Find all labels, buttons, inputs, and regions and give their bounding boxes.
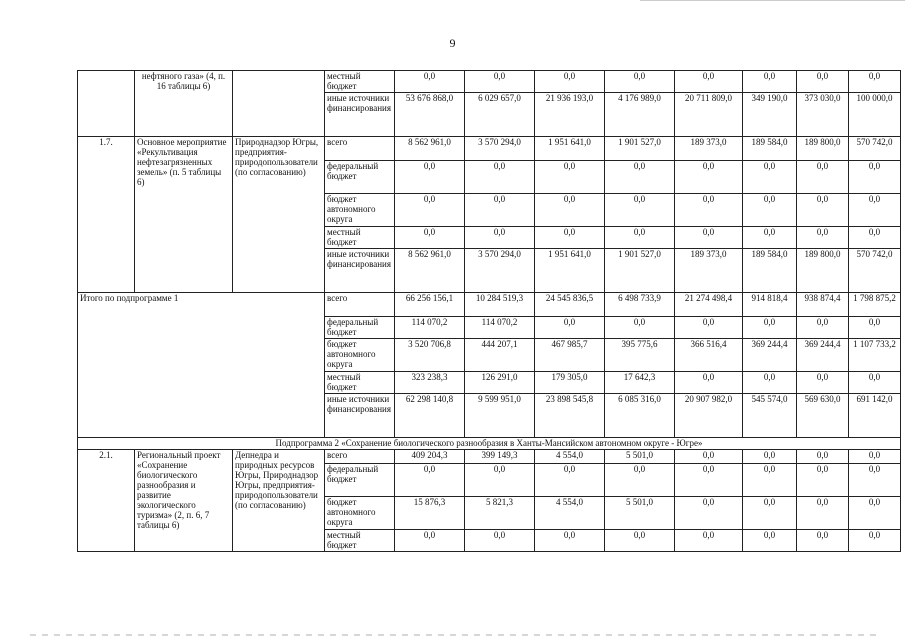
amount-cell: 369 244,4 [743,339,797,372]
amount-cell: 0,0 [675,450,743,464]
amount-cell: 0,0 [797,450,849,464]
funding-source-cell: местный бюджет [325,71,395,93]
amount-cell: 0,0 [849,450,901,464]
amount-cell: 0,0 [675,71,743,93]
amount-cell: 0,0 [535,71,605,93]
amount-cell: 1 951 641,0 [535,137,605,161]
amount-cell: 24 545 836,5 [535,293,605,317]
amount-cell: 0,0 [535,530,605,552]
amount-cell: 5 501,0 [605,497,675,530]
executor-cell: Депнедра и природных ресурсов Югры, Природнадзор Югры, предприятия-природопользователи (по согласованию) [233,450,325,552]
amount-cell: 20 907 982,0 [675,394,743,438]
amount-cell: 0,0 [743,71,797,93]
amount-cell: 444 207,1 [465,339,535,372]
amount-cell: 62 298 140,8 [395,394,465,438]
amount-cell: 1 107 733,2 [849,339,901,372]
amount-cell: 0,0 [675,161,743,194]
amount-cell: 0,0 [535,317,605,339]
amount-cell: 914 818,4 [743,293,797,317]
amount-cell: 0,0 [743,227,797,249]
funding-source-cell: всего [325,450,395,464]
amount-cell: 9 599 951,0 [465,394,535,438]
amount-cell: 1 901 527,0 [605,137,675,161]
amount-cell: 1 798 875,2 [849,293,901,317]
amount-cell: 0,0 [675,317,743,339]
amount-cell: 100 000,0 [849,93,901,137]
table-row [78,137,901,161]
amount-cell: 189 584,0 [743,249,797,293]
amount-cell: 0,0 [535,227,605,249]
amount-cell: 570 742,0 [849,137,901,161]
amount-cell: 399 149,3 [465,450,535,464]
amount-cell: 179 305,0 [535,372,605,394]
amount-cell: 0,0 [465,194,535,227]
amount-cell: 0,0 [465,464,535,497]
amount-cell: 569 630,0 [797,394,849,438]
amount-cell: 17 642,3 [605,372,675,394]
funding-source-cell: федеральный бюджет [325,464,395,497]
amount-cell: 0,0 [849,194,901,227]
amount-cell: 23 898 545,8 [535,394,605,438]
executor-cell: Природнадзор Югры, предприятия-природопользователи (по согласованию) [233,137,325,293]
amount-cell: 6 498 733,9 [605,293,675,317]
amount-cell: 6 029 657,0 [465,93,535,137]
amount-cell: 189 373,0 [675,137,743,161]
funding-source-cell: бюджет автономного округа [325,339,395,372]
amount-cell: 0,0 [743,317,797,339]
amount-cell: 0,0 [605,71,675,93]
amount-cell: 0,0 [605,530,675,552]
scan-edge-top [640,0,905,1]
subprogram-title-cell: Подпрограмма 2 «Сохранение биологического разнообразия в Ханты-Мансийском автономном округе - Югре» [78,438,901,450]
item-name-cell: нефтяного газа» (4, п. 16 таблицы 6) [135,71,233,137]
funding-source-cell: иные источники финансирования [325,394,395,438]
amount-cell: 6 085 316,0 [605,394,675,438]
amount-cell: 0,0 [849,161,901,194]
amount-cell: 0,0 [743,497,797,530]
funding-source-cell: местный бюджет [325,227,395,249]
amount-cell: 0,0 [849,464,901,497]
table-row [78,293,901,317]
amount-cell: 0,0 [675,497,743,530]
amount-cell: 53 676 868,0 [395,93,465,137]
amount-cell: 0,0 [675,464,743,497]
amount-cell: 0,0 [535,464,605,497]
amount-cell: 0,0 [743,372,797,394]
item-name-cell: Региональный проект «Сохранение биологического разнообразия и развитие экологического туризма» (2, п. 6, 7 таблицы 6) [135,450,233,552]
funding-source-cell: федеральный бюджет [325,161,395,194]
amount-cell: 1 951 641,0 [535,249,605,293]
amount-cell: 0,0 [743,530,797,552]
funding-source-cell: всего [325,137,395,161]
amount-cell: 0,0 [797,372,849,394]
amount-cell: 189 373,0 [675,249,743,293]
amount-cell: 4 554,0 [535,497,605,530]
amount-cell: 10 284 519,3 [465,293,535,317]
amount-cell: 0,0 [535,161,605,194]
amount-cell: 5 821,3 [465,497,535,530]
funding-source-cell: всего [325,293,395,317]
amount-cell: 0,0 [849,317,901,339]
amount-cell: 0,0 [675,194,743,227]
amount-cell: 0,0 [743,464,797,497]
amount-cell: 0,0 [849,530,901,552]
amount-cell: 0,0 [797,71,849,93]
amount-cell: 0,0 [395,530,465,552]
amount-cell: 114 070,2 [465,317,535,339]
amount-cell: 0,0 [797,530,849,552]
amount-cell: 126 291,0 [465,372,535,394]
amount-cell: 66 256 156,1 [395,293,465,317]
amount-cell: 0,0 [849,71,901,93]
subprogram-header-row [78,438,901,450]
amount-cell: 0,0 [675,372,743,394]
amount-cell: 467 985,7 [535,339,605,372]
amount-cell: 0,0 [605,317,675,339]
item-number-cell: 1.7. [78,137,135,293]
amount-cell: 0,0 [535,194,605,227]
amount-cell: 0,0 [395,194,465,227]
amount-cell: 0,0 [465,530,535,552]
amount-cell: 0,0 [797,161,849,194]
amount-cell: 4 176 989,0 [605,93,675,137]
amount-cell: 691 142,0 [849,394,901,438]
amount-cell: 3 570 294,0 [465,137,535,161]
amount-cell: 189 584,0 [743,137,797,161]
amount-cell: 0,0 [605,194,675,227]
table-row [78,71,901,93]
funding-source-cell: местный бюджет [325,530,395,552]
amount-cell: 0,0 [849,372,901,394]
amount-cell: 0,0 [743,161,797,194]
amount-cell: 189 800,0 [797,137,849,161]
amount-cell: 369 244,4 [797,339,849,372]
amount-cell: 395 775,6 [605,339,675,372]
amount-cell: 8 562 961,0 [395,137,465,161]
amount-cell: 20 711 809,0 [675,93,743,137]
amount-cell: 3 520 706,8 [395,339,465,372]
amount-cell: 0,0 [395,71,465,93]
funding-source-cell: иные источники финансирования [325,249,395,293]
amount-cell: 0,0 [797,464,849,497]
funding-source-cell: федеральный бюджет [325,317,395,339]
amount-cell: 0,0 [395,464,465,497]
item-name-cell: Основное мероприятие «Рекультивация нефтезагрязненных земель» (п. 5 таблицы 6) [135,137,233,293]
amount-cell: 0,0 [743,194,797,227]
amount-cell: 1 901 527,0 [605,249,675,293]
funding-source-cell: бюджет автономного округа [325,497,395,530]
amount-cell: 0,0 [465,161,535,194]
scan-edge-bottom [30,634,880,636]
amount-cell: 373 030,0 [797,93,849,137]
amount-cell: 21 936 193,0 [535,93,605,137]
amount-cell: 15 876,3 [395,497,465,530]
amount-cell: 0,0 [605,227,675,249]
amount-cell: 0,0 [675,227,743,249]
funding-source-cell: местный бюджет [325,372,395,394]
item-number-cell: 2.1. [78,450,135,552]
amount-cell: 0,0 [797,497,849,530]
amount-cell: 0,0 [849,497,901,530]
item-number-cell [78,71,135,137]
amount-cell: 0,0 [465,71,535,93]
funding-source-cell: иные источники финансирования [325,93,395,137]
table-row [78,450,901,464]
page-number: 9 [449,36,456,50]
funding-source-cell: бюджет автономного округа [325,194,395,227]
amount-cell: 0,0 [675,530,743,552]
amount-cell: 0,0 [797,227,849,249]
amount-cell: 323 238,3 [395,372,465,394]
amount-cell: 409 204,3 [395,450,465,464]
amount-cell: 0,0 [797,194,849,227]
amount-cell: 189 800,0 [797,249,849,293]
amount-cell: 114 070,2 [395,317,465,339]
executor-cell [233,71,325,137]
amount-cell: 8 562 961,0 [395,249,465,293]
amount-cell: 938 874,4 [797,293,849,317]
amount-cell: 0,0 [465,227,535,249]
amount-cell: 3 570 294,0 [465,249,535,293]
amount-cell: 0,0 [605,464,675,497]
amount-cell: 349 190,0 [743,93,797,137]
amount-cell: 5 501,0 [605,450,675,464]
amount-cell: 0,0 [849,227,901,249]
amount-cell: 545 574,0 [743,394,797,438]
amount-cell: 0,0 [395,227,465,249]
subtotal-label-cell: Итого по подпрограмме 1 [78,293,325,438]
amount-cell: 21 274 498,4 [675,293,743,317]
amount-cell: 570 742,0 [849,249,901,293]
amount-cell: 4 554,0 [535,450,605,464]
amount-cell: 0,0 [797,317,849,339]
amount-cell: 0,0 [605,161,675,194]
amount-cell: 0,0 [743,450,797,464]
amount-cell: 0,0 [395,161,465,194]
amount-cell: 366 516,4 [675,339,743,372]
budget-table [77,70,901,552]
